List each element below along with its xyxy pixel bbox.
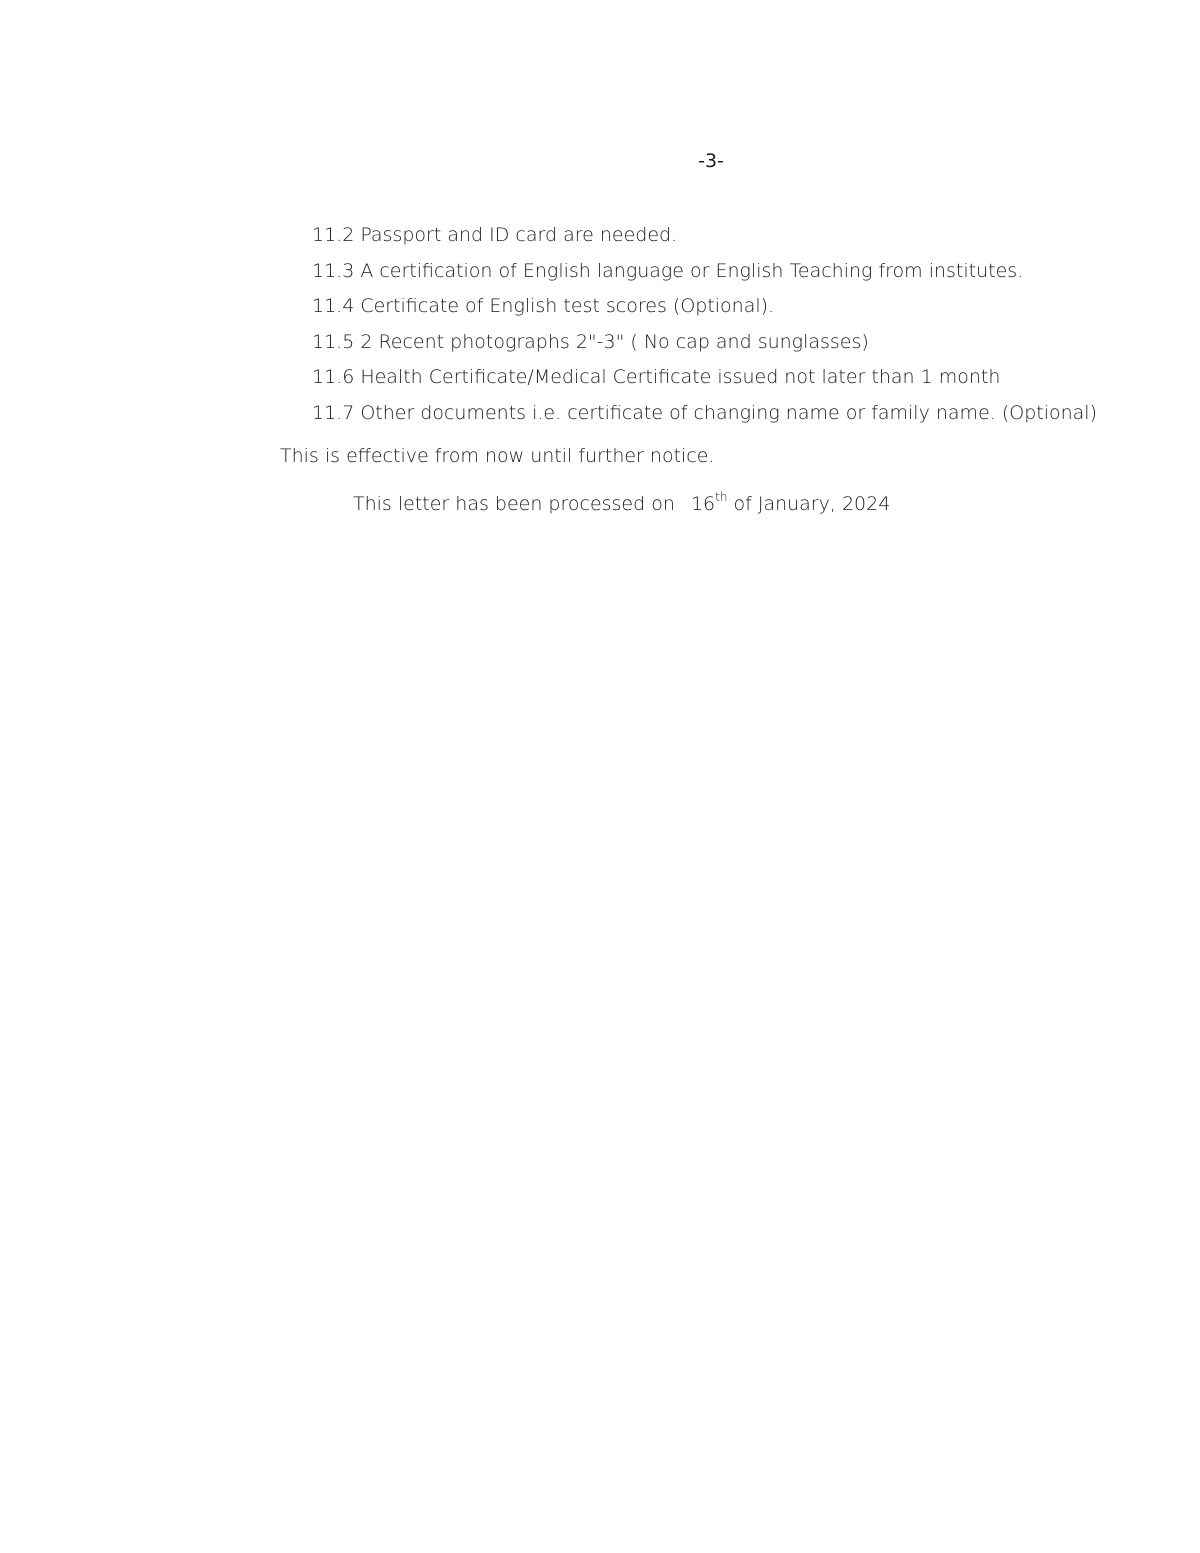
list-item xyxy=(312,218,1097,254)
page-number: -3- xyxy=(698,150,724,172)
item-number: 11.4 xyxy=(312,295,355,317)
item-text: Passport and ID card are needed. xyxy=(360,224,678,246)
requirements-list xyxy=(312,218,1097,431)
list-item xyxy=(312,396,1097,432)
item-number: 11.7 xyxy=(312,401,355,424)
processed-day-suffix: th xyxy=(715,489,728,504)
item-text: 2 Recent photographs 2"-3" ( No cap and sunglasses) xyxy=(360,330,869,353)
list-item xyxy=(312,325,1097,361)
item-number: 11.2 xyxy=(312,224,355,246)
processed-date-line xyxy=(353,490,890,518)
item-text: A certification of English language or English Teaching from institutes. xyxy=(360,259,1024,282)
processed-day: 16 xyxy=(690,493,716,515)
item-text: Other documents i.e. certificate of changing name or family name. (Optional) xyxy=(360,401,1097,424)
list-item xyxy=(312,254,1097,290)
effective-notice: This is effective from now until further notice. xyxy=(280,445,715,467)
item-number: 11.6 xyxy=(312,366,355,388)
processed-month-year: of January, 2024 xyxy=(733,493,891,515)
item-text: Certificate of English test scores (Optional). xyxy=(360,295,775,317)
item-number: 11.3 xyxy=(312,259,355,282)
processed-prefix: This letter has been processed on xyxy=(353,493,675,515)
list-item xyxy=(312,289,1097,325)
item-number: 11.5 xyxy=(312,330,355,353)
item-text: Health Certificate/Medical Certificate issued not later than 1 month xyxy=(360,366,1001,388)
list-item xyxy=(312,360,1097,396)
